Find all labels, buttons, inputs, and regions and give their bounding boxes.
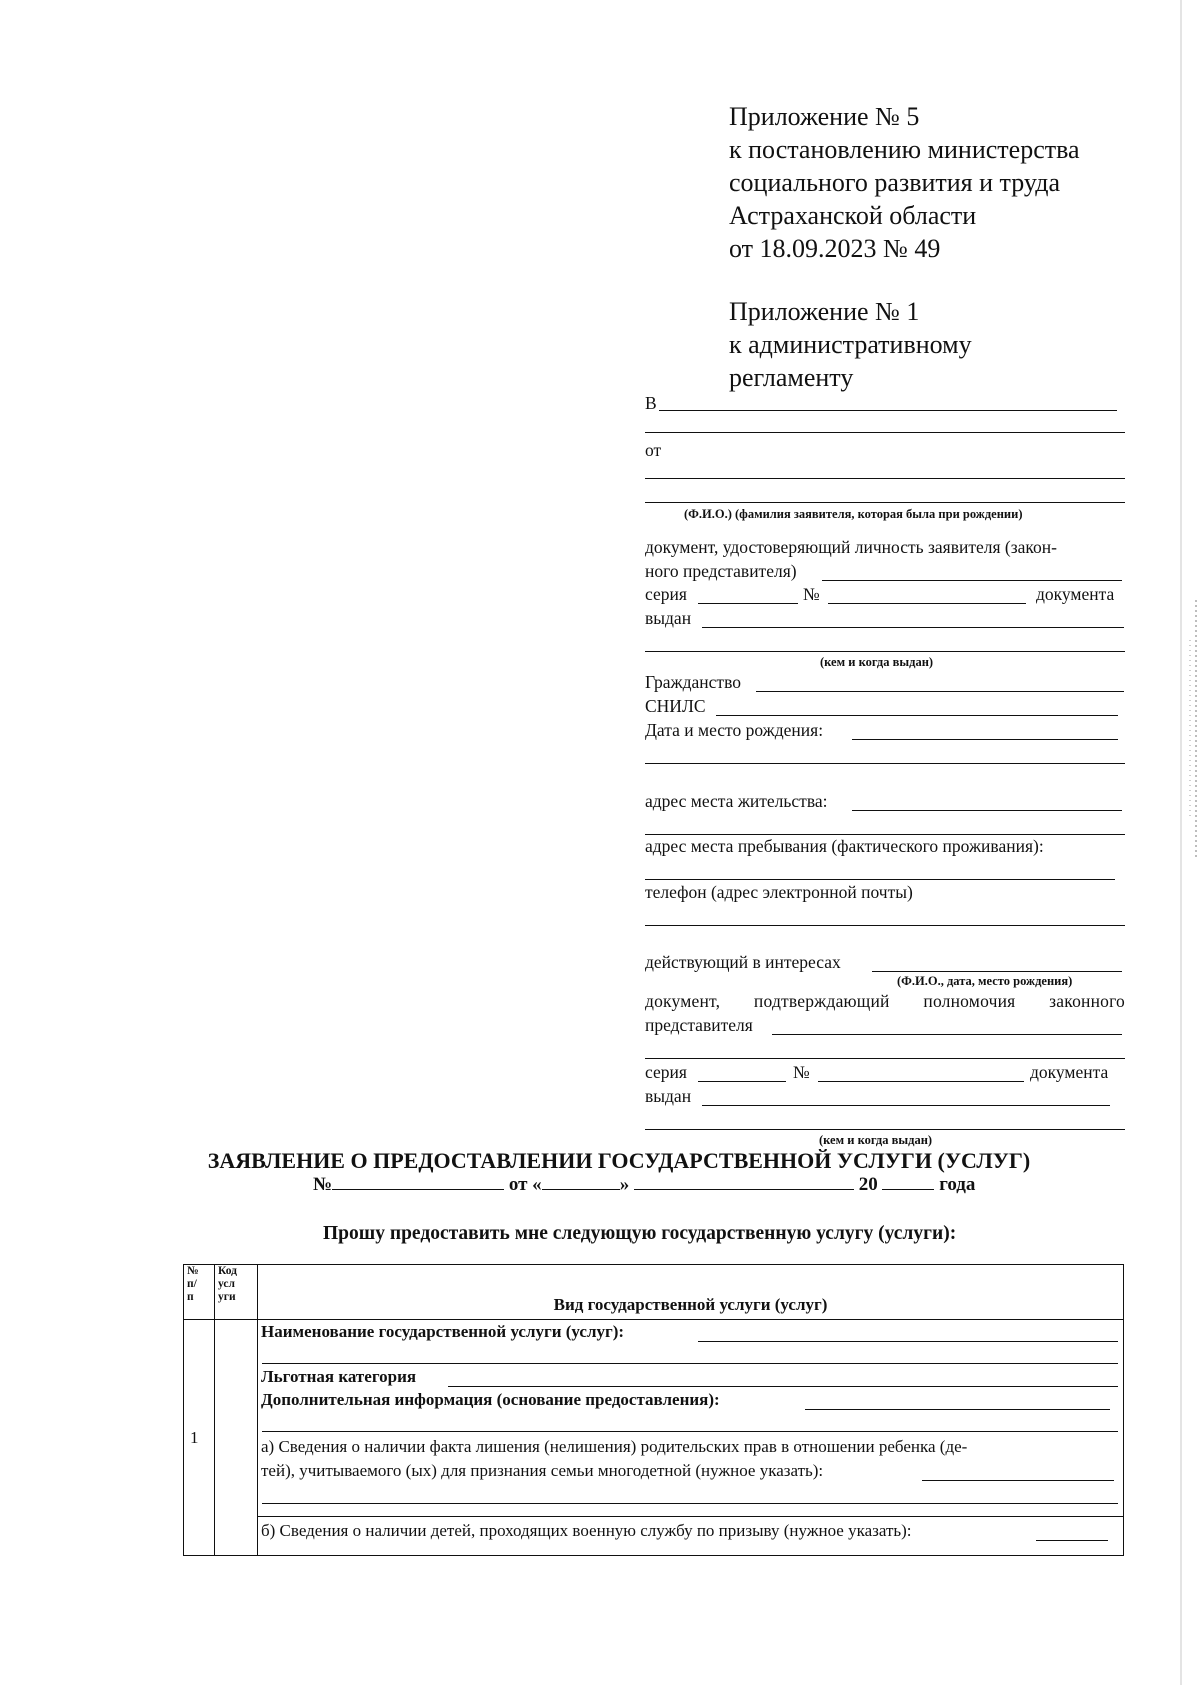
annex5-line: Астраханской области [729, 201, 977, 230]
service-details [258, 1320, 1123, 1516]
residence-field-line-2[interactable] [645, 834, 1125, 835]
month-field-line[interactable] [634, 1188, 854, 1190]
snils-label: СНИЛС [645, 696, 706, 716]
annex5-line: Приложение № 5 [729, 102, 920, 131]
number2-label: № [793, 1062, 810, 1082]
number2-field-line[interactable] [818, 1081, 1024, 1082]
item-b-label: б) Сведения о наличии детей, проходящих военную службу по призыву (нужное указать): [261, 1521, 912, 1540]
col-number-header: № п/ п [184, 1265, 215, 1320]
no-label: № [313, 1174, 333, 1195]
annex5-line: социального развития и труда [729, 168, 1061, 197]
annex1-line: регламенту [729, 363, 854, 392]
additional-info-label: Дополнительная информация (основание предоставления): [261, 1390, 720, 1409]
document-label: документа [1036, 584, 1115, 604]
document2-label: документа [1030, 1062, 1109, 1082]
row-number-cell: 1 [184, 1320, 215, 1556]
id-doc-label-1: документ, удостоверяющий личность заявителя (закон- [645, 537, 1057, 557]
issued-label: выдан [645, 608, 692, 628]
service-name-field-line-2[interactable] [262, 1363, 1118, 1364]
benefit-category-label: Льготная категория [261, 1367, 417, 1386]
number-label: № [803, 584, 820, 604]
no-field-line[interactable] [332, 1188, 504, 1190]
phone-field-line[interactable] [645, 925, 1125, 926]
day-field-line[interactable] [542, 1188, 620, 1190]
annex1-block [729, 295, 972, 394]
additional-info-field-line[interactable] [805, 1409, 1110, 1410]
table-row [184, 1320, 1124, 1556]
birth-field-line[interactable] [852, 739, 1118, 740]
service-name-label: Наименование государственной услуги (услуг): [261, 1322, 625, 1341]
v-label: В [645, 393, 657, 413]
phone-label: телефон (адрес электронной почты) [645, 882, 913, 902]
issued2-field-line[interactable] [702, 1105, 1110, 1106]
item-a-line-2: тей), учитываемого (ых) для признания семьи многодетной (нужное указать): [261, 1461, 824, 1480]
rep-doc-field-line-2[interactable] [645, 1058, 1125, 1059]
annex1-line: к административному [729, 330, 972, 359]
fio-caption: (Ф.И.О.) (фамилия заявителя, которая была при рождении) [684, 507, 1023, 521]
id-doc-label-2: ного представителя) [645, 561, 797, 581]
col-service-header: Вид государственной услуги (услуг) [258, 1265, 1124, 1320]
id-doc-field-line[interactable] [822, 580, 1122, 581]
series2-label: серия [645, 1062, 687, 1082]
year-prefix: 20 [858, 1174, 878, 1195]
issued-field-line-2[interactable] [645, 651, 1125, 652]
acting-field-line[interactable] [872, 971, 1122, 972]
ot-field-line[interactable] [645, 478, 1125, 479]
rep-doc-label-2: представителя [645, 1015, 753, 1035]
rep-doc-field-line[interactable] [772, 1034, 1122, 1035]
item-a-field-line-2[interactable] [262, 1503, 1118, 1504]
annex5-line: от 18.09.2023 № 49 [729, 234, 941, 263]
year-label: года [939, 1174, 976, 1195]
birth-label: Дата и место рождения: [645, 720, 824, 740]
services-table [183, 1264, 1124, 1556]
residence-label: адрес места жительства: [645, 791, 828, 811]
application-title: ЗАЯВЛЕНИЕ О ПРЕДОСТАВЛЕНИИ ГОСУДАРСТВЕННОЙ УСЛУГИ (УСЛУГ) [207, 1148, 1031, 1173]
table-header-row [184, 1265, 1124, 1320]
citizenship-field-line[interactable] [756, 691, 1124, 692]
issued-field-line[interactable] [702, 627, 1124, 628]
acting-caption: (Ф.И.О., дата, место рождения) [897, 974, 1073, 988]
snils-field-line[interactable] [716, 715, 1118, 716]
row-code-cell[interactable] [215, 1320, 258, 1556]
year-field-line[interactable] [882, 1188, 934, 1190]
number-field-line[interactable] [828, 603, 1026, 604]
from-label: от « [508, 1174, 542, 1195]
annex1-line: Приложение № 1 [729, 297, 920, 326]
issued2-caption: (кем и когда выдан) [819, 1133, 933, 1147]
col-code-header: Код усл уги [215, 1265, 258, 1320]
ot-label: от [645, 440, 662, 460]
request-line: Прошу предоставить мне следующую государственную услугу (услуги): [323, 1223, 957, 1244]
item-a-field-line[interactable] [922, 1480, 1114, 1481]
residence-field-line[interactable] [852, 810, 1122, 811]
ot-field-line-2[interactable] [645, 502, 1125, 503]
series2-field-line[interactable] [698, 1081, 786, 1082]
stay-label: адрес места пребывания (фактического проживания): [645, 836, 1044, 856]
citizenship-label: Гражданство [645, 672, 741, 692]
acting-label: действующий в интересах [645, 952, 841, 972]
service-name-field-line[interactable] [698, 1341, 1118, 1342]
item-b-row [258, 1516, 1123, 1547]
stay-field-line[interactable] [645, 879, 1115, 880]
application-number-row [313, 1174, 975, 1196]
v-field-line-2[interactable] [645, 432, 1125, 433]
row-service-cell [258, 1320, 1124, 1556]
issued-caption: (кем и когда выдан) [820, 655, 934, 669]
rep-doc-label-1: документ, подтверждающий полномочия законного [645, 991, 1125, 1011]
v-field-line[interactable] [659, 410, 1117, 411]
series-label: серия [645, 584, 687, 604]
issued2-label: выдан [645, 1086, 692, 1106]
scan-edge-artifact [1178, 0, 1200, 1685]
quote-close: » [619, 1174, 630, 1195]
item-a-line-1: а) Сведения о наличии факта лишения (нелишения) родительских прав в отношении ребенка (де- [261, 1437, 968, 1456]
item-b-field-line[interactable] [1036, 1540, 1108, 1541]
additional-info-field-line-2[interactable] [262, 1431, 1118, 1432]
series-field-line[interactable] [698, 603, 798, 604]
benefit-category-field-line[interactable] [448, 1386, 1118, 1387]
issued2-field-line-2[interactable] [645, 1129, 1125, 1130]
birth-field-line-2[interactable] [645, 763, 1125, 764]
annex5-line: к постановлению министерства [729, 135, 1080, 164]
annex5-block [729, 100, 1080, 265]
